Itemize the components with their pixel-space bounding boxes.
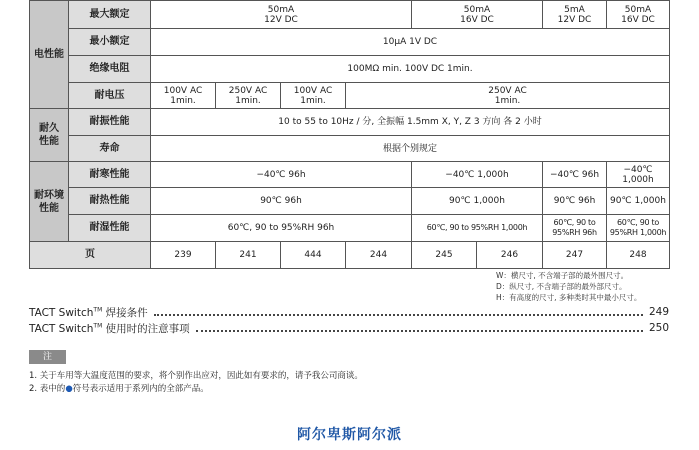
row-min-rating xyxy=(30,29,670,56)
label-vibration: 耐振性能 xyxy=(69,109,151,136)
row-max-rating xyxy=(30,1,670,29)
label-withstand-voltage: 耐电压 xyxy=(69,83,151,109)
label-heat: 耐热性能 xyxy=(69,188,151,215)
legend-d: D：纵尺寸, 不含端子部的最外部尺寸。 xyxy=(496,282,627,291)
label-page: 页 xyxy=(30,242,151,269)
cell-heat-c: 90℃ 96h xyxy=(543,188,607,215)
cell-withstand-c: 100V AC 1min. xyxy=(281,83,346,109)
label-insulation: 绝缘电阻 xyxy=(69,56,151,83)
category-environmental: 耐环境 性能 xyxy=(30,162,69,242)
row-life xyxy=(30,136,670,162)
label-max-rating: 最大额定 xyxy=(69,1,151,29)
cell-insulation: 100MΩ min. 100V DC 1min. xyxy=(151,56,670,83)
note-item: 2. 表中的●符号表示适用于系列内的全部产品。 xyxy=(29,384,209,394)
row-insulation xyxy=(30,56,670,83)
toc-page: 250 xyxy=(648,322,669,334)
page-link[interactable]: 241 xyxy=(216,242,281,269)
row-cold xyxy=(30,162,670,188)
row-vibration xyxy=(30,109,670,136)
cell-max-rating-d: 50mA 16V DC xyxy=(607,1,670,29)
notes-list xyxy=(29,370,363,396)
toc-leader-dots xyxy=(196,324,643,332)
cell-cold-b: −40℃ 1,000h xyxy=(412,162,543,188)
row-heat xyxy=(30,188,670,215)
dimension-legend xyxy=(496,270,641,303)
cell-heat-a: 90℃ 96h xyxy=(151,188,412,215)
cell-life: 根据个别规定 xyxy=(151,136,670,162)
note-item: 1. 关于车用等大温度范围的要求，将个别作出应对，因此如有要求的，请予我公司商谈。 xyxy=(29,371,363,381)
page-link[interactable]: 246 xyxy=(477,242,543,269)
toc-soldering-conditions[interactable] xyxy=(29,305,669,319)
cell-withstand-a: 100V AC 1min. xyxy=(151,83,216,109)
cell-humidity-c: 60℃, 90 to 95%RH 96h xyxy=(543,215,607,242)
cell-cold-a: −40℃ 96h xyxy=(151,162,412,188)
page-link[interactable]: 245 xyxy=(412,242,477,269)
row-humidity xyxy=(30,215,670,242)
page-link[interactable]: 247 xyxy=(543,242,607,269)
cell-humidity-b: 60℃, 90 to 95%RH 1,000h xyxy=(412,215,543,242)
cell-max-rating-a: 50mA 12V DC xyxy=(151,1,412,29)
category-electrical: 电性能 xyxy=(30,1,69,109)
cell-cold-d: −40℃ 1,000h xyxy=(607,162,670,188)
legend-w: W：横尺寸, 不含端子部的最外围尺寸。 xyxy=(496,271,629,280)
label-life: 寿命 xyxy=(69,136,151,162)
label-humidity: 耐湿性能 xyxy=(69,215,151,242)
page-link[interactable]: 244 xyxy=(346,242,412,269)
cell-cold-c: −40℃ 96h xyxy=(543,162,607,188)
blue-dot-icon: ● xyxy=(65,384,73,394)
cell-withstand-d: 250V AC 1min. xyxy=(346,83,670,109)
cell-heat-b: 90℃ 1,000h xyxy=(412,188,543,215)
cell-max-rating-c: 5mA 12V DC xyxy=(543,1,607,29)
brand-name: 阿尔卑斯阿尔派 xyxy=(297,427,402,443)
page-link[interactable]: 444 xyxy=(281,242,346,269)
page-link[interactable]: 248 xyxy=(607,242,670,269)
toc-title: TACT Switch™ 使用时的注意事项 xyxy=(29,322,190,335)
cell-humidity-d: 60℃, 90 to 95%RH 1,000h xyxy=(607,215,670,242)
cell-humidity-a: 60℃, 90 to 95%RH 96h xyxy=(151,215,412,242)
row-pages xyxy=(30,242,670,269)
spec-table xyxy=(29,0,670,269)
toc-page: 249 xyxy=(648,306,669,318)
toc-leader-dots xyxy=(154,308,643,316)
label-cold: 耐寒性能 xyxy=(69,162,151,188)
cell-min-rating: 10μA 1V DC xyxy=(151,29,670,56)
notes-badge: 注 xyxy=(29,350,66,364)
row-withstand-voltage xyxy=(30,83,670,109)
cell-heat-d: 90℃ 1,000h xyxy=(607,188,670,215)
cell-max-rating-b: 50mA 16V DC xyxy=(412,1,543,29)
page-link[interactable]: 239 xyxy=(151,242,216,269)
legend-h: H：有高度的尺寸, 多种类时其中最小尺寸。 xyxy=(496,293,642,302)
cell-withstand-b: 250V AC 1min. xyxy=(216,83,281,109)
label-min-rating: 最小额定 xyxy=(69,29,151,56)
category-durability: 耐久 性能 xyxy=(30,109,69,162)
toc-title: TACT Switch™ 焊接条件 xyxy=(29,306,148,319)
cell-vibration: 10 to 55 to 10Hz / 分, 全振幅 1.5mm X, Y, Z 3 方向 各 2 小时 xyxy=(151,109,670,136)
toc-usage-precautions[interactable] xyxy=(29,321,669,335)
